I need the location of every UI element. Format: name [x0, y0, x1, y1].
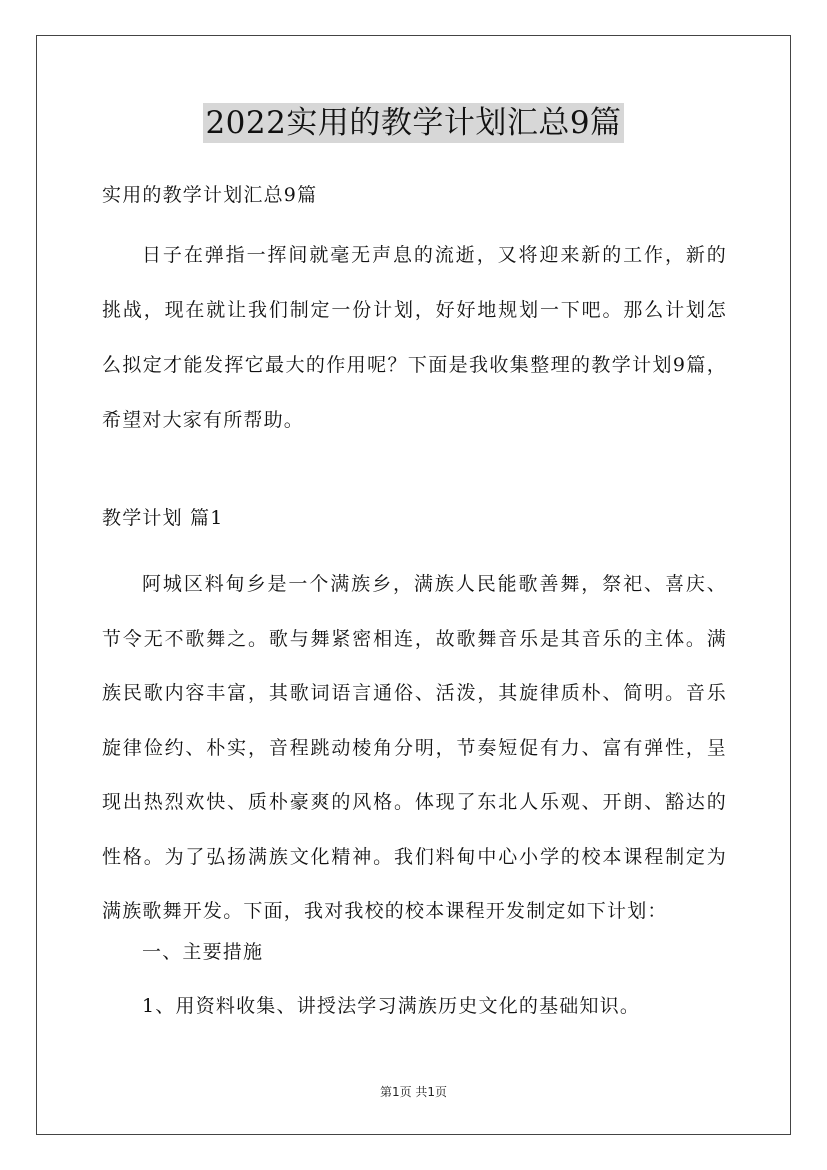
intro-paragraph: 日子在弹指一挥间就毫无声息的流逝，又将迎来新的工作，新的挑战，现在就让我们制定一份计划，好好地规划一下吧。那么计划怎么拟定才能发挥它最大的作用呢？下面是我收集整理的教学计划9篇，希望对大家有所帮助。: [102, 244, 727, 431]
document-title-text: 2022实用的教学计划汇总9篇: [205, 105, 622, 141]
page-footer: 第1页 共1页: [379, 1085, 448, 1099]
document-subtitle: 实用的教学计划汇总9篇: [102, 184, 318, 206]
measure-item-1: 1、用资料收集、讲授法学习满族历史文化的基础知识。: [142, 995, 641, 1017]
section-paragraph: 阿城区料甸乡是一个满族乡，满族人民能歌善舞，祭祀、喜庆、节令无不歌舞之。歌与舞紧密相连，故歌舞音乐是其音乐的主体。满族民歌内容丰富，其歌词语言通俗、活泼，其旋律质朴、简明。音乐旋律俭约、朴实，音程跳动棱角分明，节奏短促有力、富有弹性，呈现出热烈欢快、质朴豪爽的风格。体现了东北人乐观、开朗、豁达的性格。为了弘扬满族文化精神。我们料甸中心小学的校本课程制定为满族歌舞开发。下面，我对我校的校本课程开发制定如下计划：: [102, 573, 727, 922]
measures-heading: 一、主要措施: [142, 941, 264, 963]
document-title: [0, 103, 827, 143]
section-heading: 教学计划 篇1: [102, 507, 224, 529]
